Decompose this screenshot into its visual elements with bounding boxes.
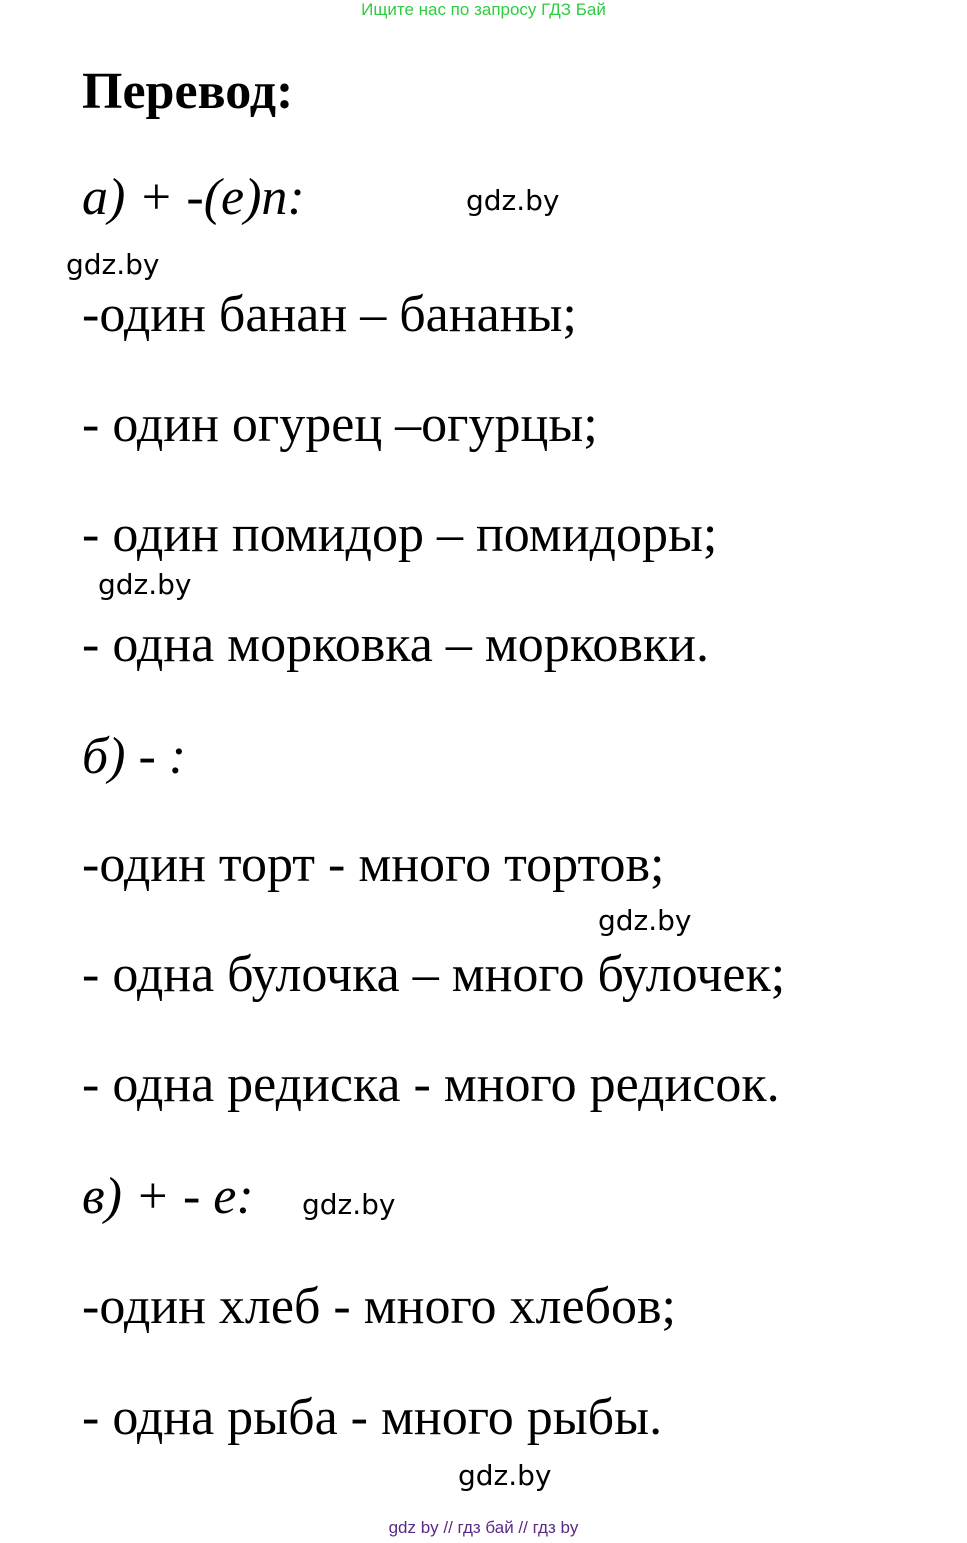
watermark: gdz.by [66, 248, 160, 281]
section-a-line-4: - одна морковка – морковки. [82, 616, 709, 673]
watermark: gdz.by [302, 1188, 396, 1221]
section-a-line-3: - один помидор – помидоры; [82, 506, 718, 563]
section-c-line-1: -один хлеб - много хлебов; [82, 1278, 676, 1335]
watermark: gdz.by [458, 1459, 552, 1492]
section-a-line-2: - один огурец –огурцы; [82, 396, 598, 453]
top-banner: Ищите нас по запросу ГДЗ Бай [361, 0, 606, 19]
section-b-line-3: - одна редиска - много редисок. [82, 1056, 780, 1113]
section-b-line-1: -один торт - много тортов; [82, 836, 665, 893]
watermark: gdz.by [466, 184, 560, 217]
section-b-heading: б) - : [82, 728, 187, 785]
section-b-line-2: - одна булочка – много булочек; [82, 946, 786, 1003]
section-a-heading: а) + -(e)n: [82, 169, 305, 226]
footer-links: gdz by // гдз бай // гдз by [388, 1518, 579, 1537]
section-a-line-1: -один банан – бананы; [82, 286, 577, 343]
watermark: gdz.by [598, 904, 692, 937]
page-title: Перевод: [82, 63, 294, 120]
watermark: gdz.by [98, 568, 192, 601]
section-c-line-2: - одна рыба - много рыбы. [82, 1389, 663, 1446]
section-c-heading: в) + - e: [82, 1168, 254, 1225]
